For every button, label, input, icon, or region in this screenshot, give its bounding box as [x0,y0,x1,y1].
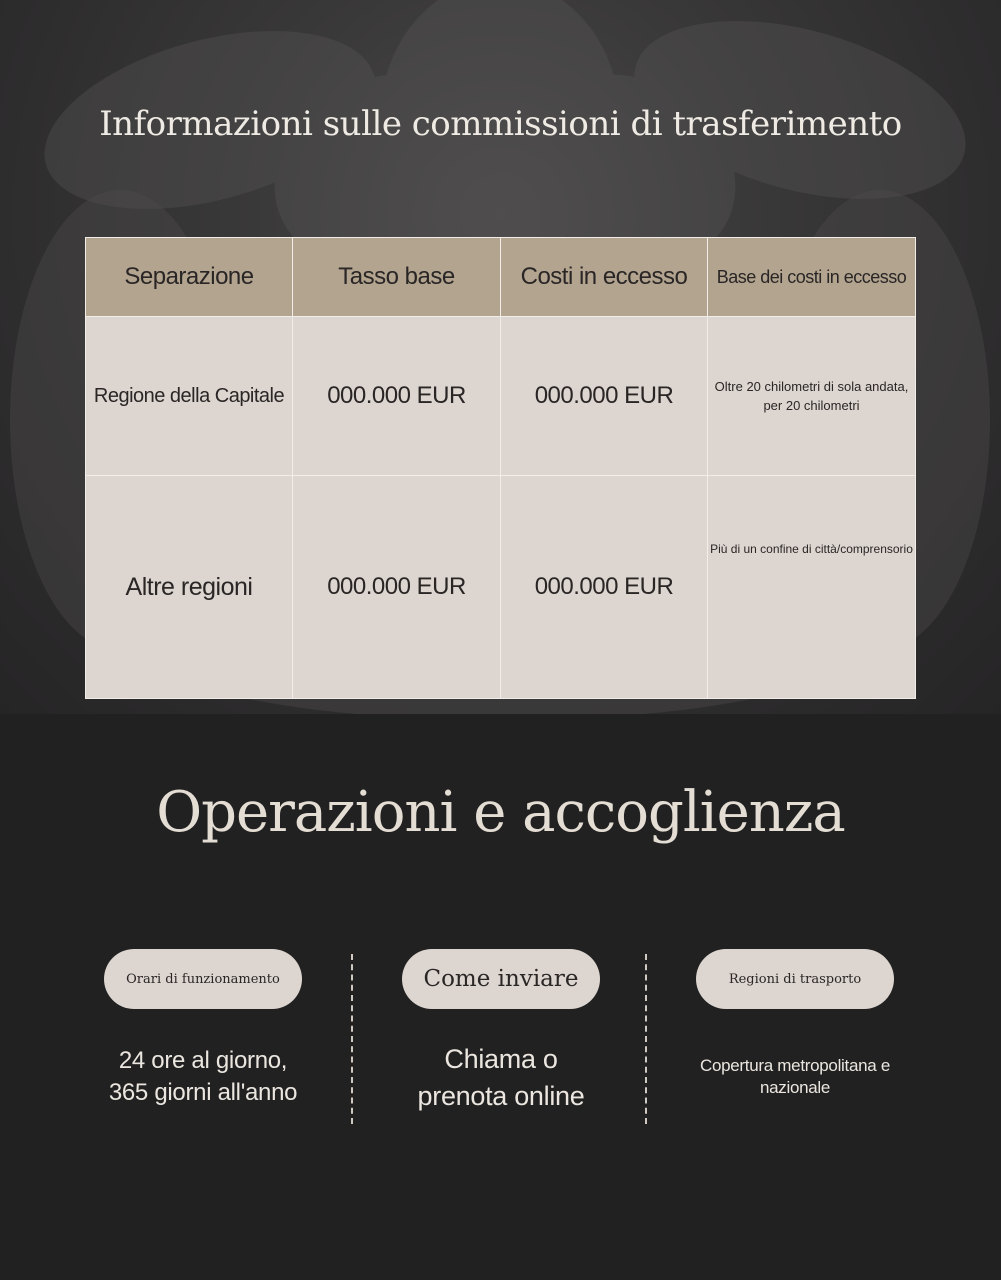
region-cell: Regione della Capitale [86,317,293,476]
hours-pill: Orari di funzionamento [104,949,302,1009]
regions-pill: Regioni di trasporto [696,949,894,1009]
booking-text: Chiama o prenota online [417,1044,585,1111]
table-row [86,317,916,476]
divider [351,954,353,1124]
operations-column-regions [696,949,894,1099]
excess-cost-cell: 000.000 EUR [501,317,708,476]
fees-table [85,237,916,699]
column-header: Base dei costi in eccesso [708,238,916,317]
regions-text: Copertura metropolitana e nazionale [699,1056,890,1097]
booking-pill: Come inviare [402,949,600,1009]
excess-basis-cell: Oltre 20 chilometri di sola andata, per 20 chilometri [708,317,916,476]
operations-title: Operazioni e accoglienza [156,780,845,845]
excess-basis-cell: Più di un confine di città/comprensorio [708,476,916,699]
base-rate-cell: 000.000 EUR [293,317,501,476]
column-header: Tasso base [293,238,501,317]
operations-column-booking [402,949,600,1115]
excess-cost-cell: 000.000 EUR [501,476,708,699]
column-header: Costi in eccesso [501,238,708,317]
base-rate-cell: 000.000 EUR [293,476,501,699]
column-header: Separazione [86,238,293,317]
divider [645,954,647,1124]
operations-column-hours [104,949,302,1109]
region-cell: Altre regioni [86,476,293,699]
hours-text: 24 ore al giorno, 365 giorni all'anno [108,1047,298,1106]
table-header-row [86,238,916,317]
fees-title: Informazioni sulle commissioni di trasferimento [99,104,902,144]
table-row [86,476,916,699]
